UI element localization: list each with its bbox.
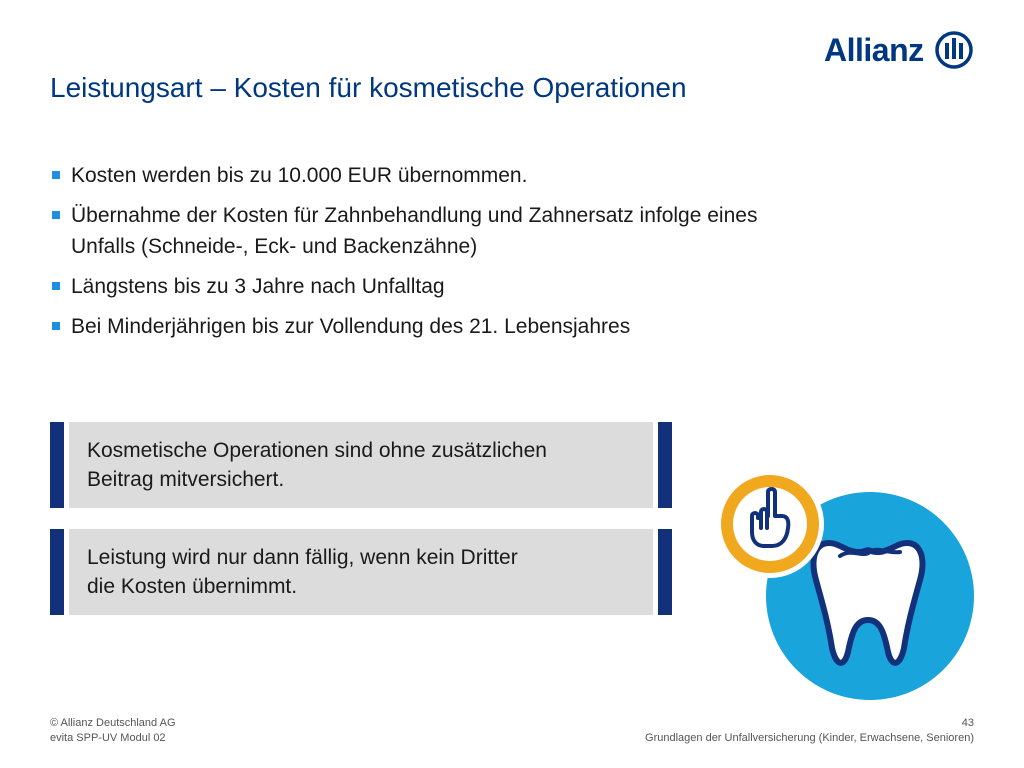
allianz-logo [824, 30, 974, 70]
tooth-illustration [712, 462, 976, 712]
box-accent-right [658, 422, 672, 508]
info-box-text [87, 436, 657, 494]
slide-title: Leistungsart – Kosten für kosmetische Operationen [50, 72, 687, 103]
bullet-item: Längstens bis zu 3 Jahre nach Unfalltag [50, 271, 790, 302]
info-box-text [87, 543, 657, 601]
footer-module: evita SPP-UV Modul 02 [50, 732, 166, 744]
info-box-line: Leistung wird nur dann fällig, wenn kein Dritter [87, 546, 518, 569]
footer-right [645, 716, 974, 746]
box-gap-left [64, 529, 69, 615]
bullet-item: Bei Minderjährigen bis zur Vollendung des 21. Lebensjahres [50, 311, 790, 342]
bullet-item: Kosten werden bis zu 10.000 EUR übernommen. [50, 160, 790, 191]
bullet-list [50, 160, 790, 351]
footer-copyright: © Allianz Deutschland AG [50, 717, 176, 729]
box-accent-right [658, 529, 672, 615]
allianz-eagle-icon [934, 30, 974, 70]
box-accent-left [50, 422, 64, 508]
page-number: 43 [961, 717, 974, 729]
footer-course: Grundlagen der Unfallversicherung (Kinder, Erwachsene, Senioren) [645, 732, 974, 744]
box-gap-left [64, 422, 69, 508]
info-box-line: die Kosten übernimmt. [87, 575, 298, 598]
logo-wordmark: Allianz [824, 31, 924, 68]
footer-left [50, 716, 176, 746]
info-box-third-party [50, 529, 672, 615]
info-box-included [50, 422, 672, 508]
info-box-line: Kosmetische Operationen sind ohne zusätzlichen [87, 439, 547, 462]
info-box-line: Beitrag mitversichert. [87, 468, 285, 491]
box-accent-left [50, 529, 64, 615]
bullet-item: Übernahme der Kosten für Zahnbehandlung und Zahnersatz infolge eines Unfalls (Schneide-, Eck- und Backenzähne) [50, 200, 790, 262]
